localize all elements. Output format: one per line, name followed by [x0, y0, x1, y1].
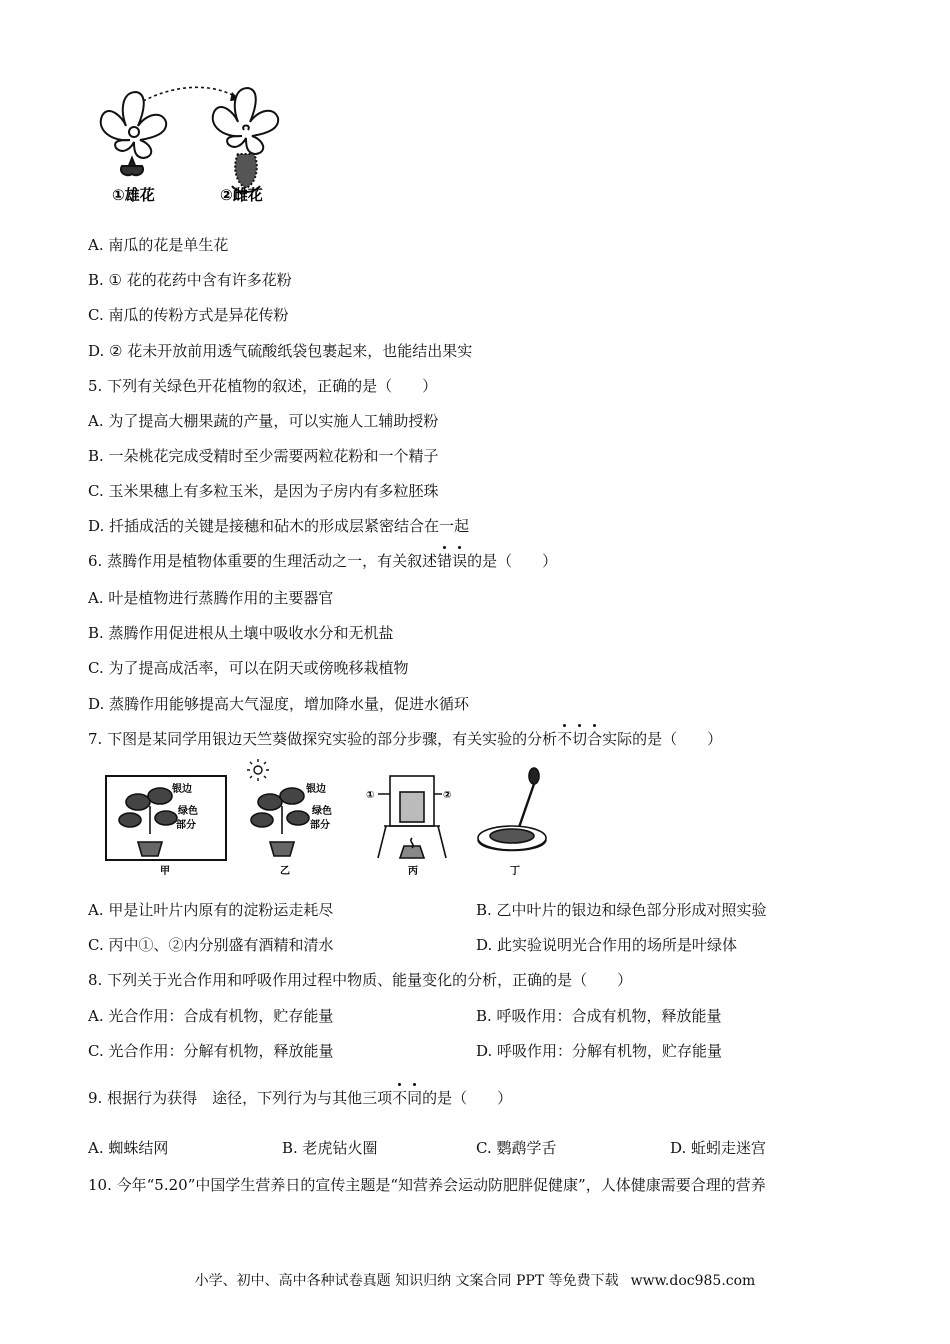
- pollination-arrow: [138, 87, 238, 104]
- svg-text:部分: 部分: [176, 820, 196, 831]
- emphasis-char: 不: [392, 1089, 408, 1107]
- emphasis-char: 不: [557, 730, 573, 748]
- q6-option-b: B. 蒸腾作用促进根从土壤中吸收水分和无机盐: [88, 624, 394, 642]
- q8-option-d: D. 呼吸作用：分解有机物，贮存能量: [476, 1042, 723, 1060]
- q7-option-b: B. 乙中叶片的银边和绿色部分形成对照实验: [476, 901, 767, 919]
- q7-stem: 7. 下图是某同学用银边天竺葵做探究实验的部分步骤，有关实验的分析不切合实际的是（ ）: [88, 730, 723, 748]
- footer-text: 小学、初中、高中各种试卷真题 知识归纳 文案合同 PPT 等免费下载: [194, 1273, 619, 1289]
- page-footer: [0, 1270, 950, 1290]
- q8-option-a: A. 光合作用：合成有机物，贮存能量: [88, 1007, 334, 1025]
- q5-stem: 5. 下列有关绿色开花植物的叙述，正确的是（ ）: [88, 377, 438, 395]
- circle-1-label: ①: [366, 790, 375, 801]
- step-bing-drawing: [378, 776, 446, 858]
- q6-stem: 6. 蒸腾作用是植物体重要的生理活动之一，有关叙述错误的是（ ）: [88, 552, 558, 570]
- circle-2-label: ②: [443, 790, 452, 801]
- q9-option-a: A. 蜘蛛结网: [88, 1139, 169, 1157]
- q7-option-d: D. 此实验说明光合作用的场所是叶绿体: [476, 936, 738, 954]
- label-jia: 甲: [160, 866, 170, 877]
- male-flower-drawing: [101, 92, 166, 175]
- q5-option-a: A. 为了提高大棚果蔬的产量，可以实施人工辅助授粉: [88, 412, 439, 430]
- label-ding: 丁: [510, 866, 520, 877]
- emphasis-char: 误: [452, 552, 468, 570]
- q8-option-c: C. 光合作用：分解有机物，释放能量: [88, 1042, 334, 1060]
- emphasis-char: 切: [572, 730, 588, 748]
- svg-text:绿色: 绿色: [312, 806, 332, 817]
- svg-text:银边: 银边: [306, 784, 326, 795]
- female-flower-label: ②雌花: [220, 186, 263, 204]
- pumpkin-flowers-figure: [92, 82, 292, 207]
- q8-option-b: B. 呼吸作用：合成有机物，释放能量: [476, 1007, 722, 1025]
- svg-text:绿色: 绿色: [178, 806, 198, 817]
- q5-option-c: C. 玉米果穗上有多粒玉米，是因为子房内有多粒胚珠: [88, 482, 439, 500]
- q6-option-c: C. 为了提高成活率，可以在阴天或傍晚移栽植物: [88, 659, 409, 677]
- emphasis-char: 合: [587, 730, 603, 748]
- sun-icon: [247, 759, 269, 781]
- q4-option-c: C. 南瓜的传粉方式是异花传粉: [88, 306, 289, 324]
- q5-option-b: B. 一朵桃花完成受精时至少需要两粒花粉和一个精子: [88, 447, 439, 465]
- step-ding-drawing: [478, 768, 546, 851]
- q4-option-b: B. ① 花的花药中含有许多花粉: [88, 271, 292, 289]
- q8-stem: 8. 下列关于光合作用和呼吸作用过程中物质、能量变化的分析，正确的是（ ）: [88, 971, 633, 989]
- label-bing: 丙: [408, 866, 418, 877]
- geranium-experiment-figure: [100, 762, 560, 880]
- female-flower-drawing: [213, 88, 278, 192]
- q4-option-d: D. ② 花未开放前用透气硫酸纸袋包裹起来，也能结出果实: [88, 342, 473, 360]
- q9-option-d: D. 蚯蚓走迷宫: [670, 1139, 767, 1157]
- step-yi-drawing: [247, 759, 332, 877]
- q9-option-b: B. 老虎钻火圈: [282, 1139, 378, 1157]
- q9-stem: 9. 根据行为获得 途径，下列行为与其他三项不同的是（ ）: [88, 1089, 513, 1107]
- q5-option-d: D. 扦插成活的关键是接穗和砧木的形成层紧密结合在一起: [88, 517, 470, 535]
- footer-url[interactable]: www.doc985.com: [630, 1273, 756, 1289]
- q7-option-a: A. 甲是让叶片内原有的淀粉运走耗尽: [88, 901, 334, 919]
- label-yi: 乙: [280, 866, 290, 877]
- emphasis-char: 错: [437, 552, 453, 570]
- q9-option-c: C. 鹦鹉学舌: [476, 1139, 557, 1157]
- step-jia-drawing: [106, 776, 226, 877]
- svg-text:银边: 银边: [172, 784, 192, 795]
- q7-option-c: C. 丙中①、②内分别盛有酒精和清水: [88, 936, 334, 954]
- svg-text:部分: 部分: [310, 820, 330, 831]
- q4-option-a: A. 南瓜的花是单生花: [88, 236, 229, 254]
- emphasis-char: 同: [407, 1089, 423, 1107]
- q10-stem: 10. 今年“5.20”中国学生营养日的宣传主题是“知营养会运动防肥胖促健康”，人体健康需要合理的营养: [88, 1176, 766, 1194]
- q6-option-d: D. 蒸腾作用能够提高大气湿度，增加降水量，促进水循环: [88, 695, 470, 713]
- male-flower-label: ①雄花: [112, 186, 155, 204]
- q6-option-a: A. 叶是植物进行蒸腾作用的主要器官: [88, 589, 334, 607]
